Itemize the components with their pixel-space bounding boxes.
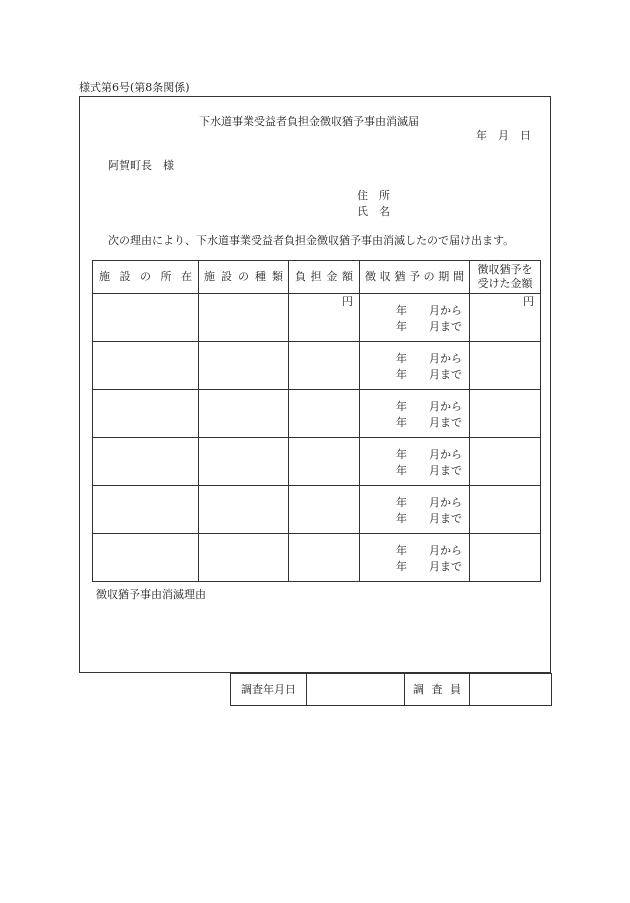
table-row <box>93 486 541 534</box>
period-cell[interactable]: 年 月から 年 月まで <box>360 534 470 582</box>
header-type: 施 設 の 種 類 <box>199 261 289 294</box>
form-number: 様式第6号(第8条関係) <box>79 81 190 94</box>
type-cell[interactable] <box>199 438 289 486</box>
table-row <box>93 438 541 486</box>
period-cell[interactable]: 年 月から 年 月まで <box>360 390 470 438</box>
type-cell[interactable] <box>199 342 289 390</box>
period-cell[interactable]: 年 月から 年 月まで <box>360 486 470 534</box>
inspector-field[interactable] <box>470 674 552 706</box>
amount-cell[interactable] <box>289 438 360 486</box>
table-row <box>93 342 541 390</box>
period-cell[interactable]: 年 月から 年 月まで <box>360 342 470 390</box>
address-label: 住 所 <box>357 189 390 202</box>
granted-cell[interactable] <box>470 342 541 390</box>
period-cell[interactable]: 年 月から 年 月まで <box>360 294 470 342</box>
table-row <box>93 390 541 438</box>
survey-date-field[interactable] <box>307 674 405 706</box>
granted-cell[interactable] <box>470 486 541 534</box>
location-cell[interactable] <box>93 486 199 534</box>
table-row <box>93 294 541 342</box>
facility-table <box>92 260 541 582</box>
location-cell[interactable] <box>93 534 199 582</box>
header-period: 徴 収 猶 予 の 期 間 <box>360 261 470 294</box>
location-cell[interactable] <box>93 294 199 342</box>
type-cell[interactable] <box>199 486 289 534</box>
survey-table <box>230 673 552 706</box>
survey-date-label: 調査年月日 <box>231 674 307 706</box>
amount-cell[interactable] <box>289 534 360 582</box>
amount-cell[interactable] <box>289 486 360 534</box>
header-granted: 徴収猶予を 受けた金額 <box>470 261 541 294</box>
form-title: 下水道事業受益者負担金徴収猶予事由消滅届 <box>199 115 419 128</box>
amount-cell[interactable] <box>289 390 360 438</box>
type-cell[interactable] <box>199 534 289 582</box>
table-row <box>93 534 541 582</box>
type-cell[interactable] <box>199 390 289 438</box>
statement: 次の理由により、下水道事業受益者負担金徴収猶予事由消滅したので届け出ます。 <box>108 234 515 247</box>
location-cell[interactable] <box>93 342 199 390</box>
reason-label: 徴収猶予事由消滅理由 <box>96 588 206 601</box>
reason-field[interactable] <box>96 606 536 666</box>
granted-cell[interactable] <box>470 438 541 486</box>
yen-unit: 円 <box>523 295 534 308</box>
header-location: 施 設 の 所 在 <box>93 261 199 294</box>
period-cell[interactable]: 年 月から 年 月まで <box>360 438 470 486</box>
granted-cell[interactable] <box>470 390 541 438</box>
location-cell[interactable] <box>93 390 199 438</box>
addressee: 阿賀町長 様 <box>108 159 174 172</box>
type-cell[interactable] <box>199 294 289 342</box>
name-label: 氏 名 <box>357 205 390 218</box>
inspector-label: 調 査 員 <box>405 674 470 706</box>
granted-cell[interactable] <box>470 294 541 342</box>
header-amount: 負 担 金 額 <box>289 261 360 294</box>
location-cell[interactable] <box>93 438 199 486</box>
granted-cell[interactable] <box>470 534 541 582</box>
amount-cell[interactable] <box>289 342 360 390</box>
date-field[interactable]: 年 月 日 <box>476 129 531 142</box>
amount-cell[interactable] <box>289 294 360 342</box>
yen-unit: 円 <box>342 295 353 308</box>
